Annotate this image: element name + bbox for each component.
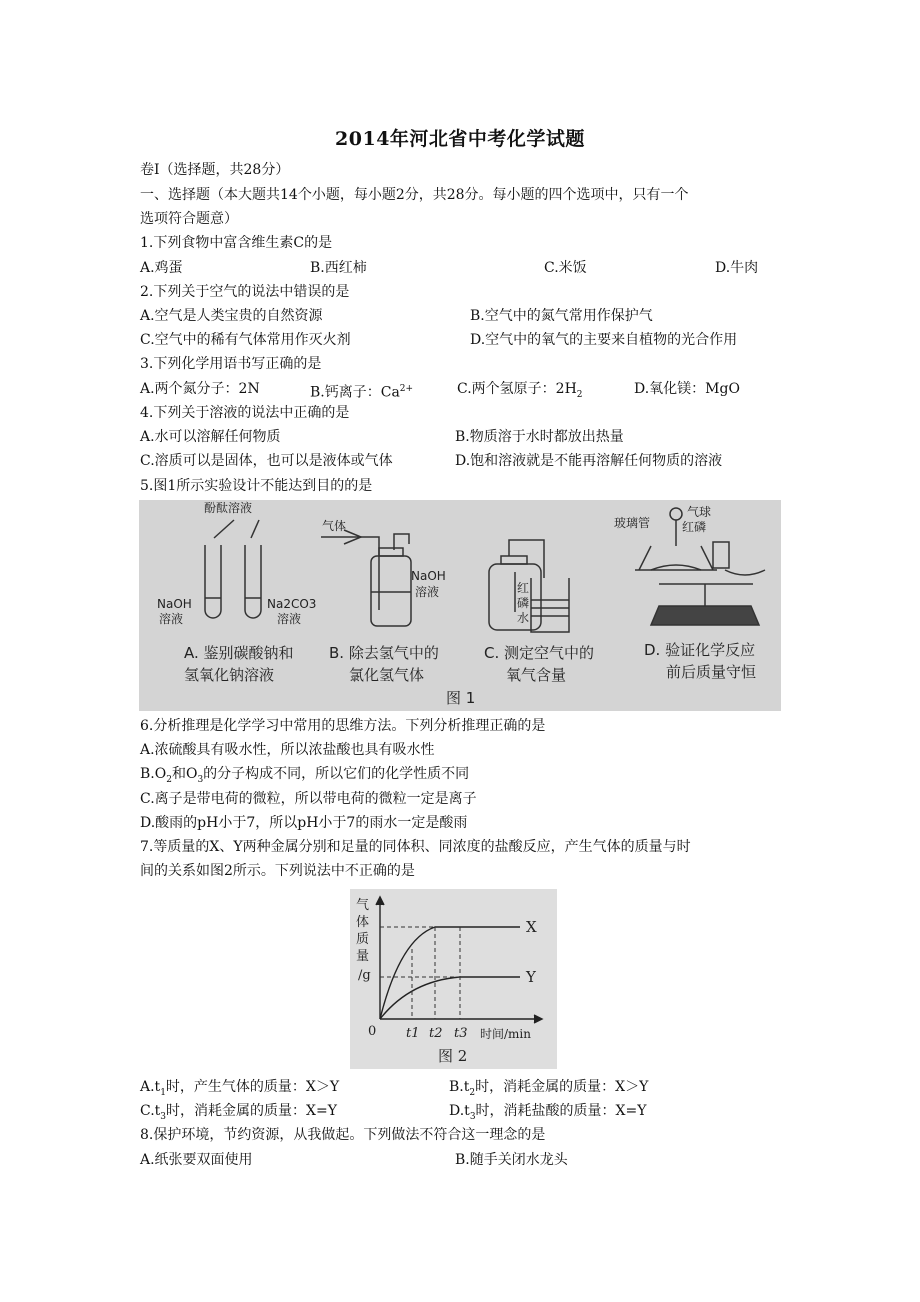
fig1-gas-label: 气体 (322, 519, 347, 533)
figure-2 (350, 889, 557, 1069)
figure-2-chart (350, 889, 557, 1069)
fig1-na2co3-label: Na2CO3 (267, 597, 317, 611)
q1-stem: 1.下列食物中富含维生素C的是 (140, 235, 333, 251)
fig2-origin-label: 0 (368, 1024, 377, 1039)
fig1-water-label: 水 (517, 611, 530, 625)
fig1-caption-c-line1: C. 测定空气中的 (484, 644, 595, 662)
fig2-ylabel-2: 体 (356, 915, 370, 930)
q2-option-b: B.空气中的氮气常用作保护气 (470, 308, 653, 324)
q1-option-b: B.西红柿 (310, 260, 367, 276)
series-x-line (380, 927, 520, 1019)
figure-1-apparatus (139, 500, 781, 711)
q2-option-d: D.空气中的氧气的主要来自植物的光合作用 (470, 332, 738, 348)
fig1-caption-b-line2: 氯化氢气体 (349, 666, 425, 684)
fig2-ylabel-4: 量 (356, 949, 370, 964)
q2-option-a: A.空气是人类宝贵的自然资源 (140, 308, 323, 324)
q1-option-d: D.牛肉 (715, 260, 759, 276)
q8-option-b: B.随手关闭水龙头 (455, 1152, 568, 1168)
q6-option-d: D.酸雨的pH小于7，所以pH小于7的雨水一定是酸雨 (140, 815, 468, 831)
fig2-ylabel-3: 质 (356, 932, 370, 947)
q6-option-c: C.离子是带电荷的微粒，所以带电荷的微粒一定是离子 (140, 791, 477, 807)
q2-option-c: C.空气中的稀有气体常用作灭火剂 (140, 332, 351, 348)
fig1-solution3-label: 溶液 (415, 585, 440, 599)
q7-option-b: $B.t_2$时，消耗金属的质量：X＞Y (449, 1079, 649, 1098)
q1-option-a: A.鸡蛋 (140, 260, 183, 276)
section-heading: 卷Ⅰ（选择题，共28分） (140, 162, 290, 178)
q6-option-b: $B.O_2$和$O_3$的分子构成不同，所以它们的化学性质不同 (140, 766, 470, 785)
fig1-balloon-label: 气球 (687, 505, 712, 519)
fig2-series-y-label: Y (526, 968, 536, 986)
fig1-indicator-label: 酚酞溶液 (204, 501, 253, 515)
q2-stem: 2.下列关于空气的说法中错误的是 (140, 284, 350, 300)
fig1-caption-d-line2: 前后质量守恒 (666, 663, 757, 681)
q6-stem: 6.分析推理是化学学习中常用的思维方法。下列分析推理正确的是 (140, 718, 546, 734)
q5-stem: 5.图1所示实验设计不能达到目的的是 (140, 478, 373, 494)
q6-option-a: A.浓硫酸具有吸水性，所以浓盐酸也具有吸水性 (140, 742, 435, 758)
page-title: 2014年河北省中考化学试题 (335, 128, 585, 150)
fig1-solution1-label: 溶液 (159, 612, 184, 626)
q4-option-a: A.水可以溶解任何物质 (140, 429, 281, 445)
figure-1 (139, 500, 781, 711)
instructions-line2: 选项符合题意） (140, 211, 238, 227)
q3-option-a: A.两个氮分子：2N (140, 381, 260, 397)
fig1-red-p-label: 红磷 (682, 520, 707, 534)
q7-option-d: $D.t_3$时，消耗盐酸的质量：X=Y (449, 1103, 647, 1122)
fig1-caption-a-line1: A. 鉴别碳酸钠和 (184, 644, 294, 662)
q7-stem-line2: 间的关系如图2所示。下列说法中不正确的是 (140, 863, 415, 879)
q4-option-b: B.物质溶于水时都放出热量 (455, 429, 624, 445)
q8-option-a: A.纸张要双面使用 (140, 1152, 253, 1168)
fig2-t1-label: t1 (406, 1026, 420, 1041)
fig2-t2-label: t2 (429, 1026, 443, 1041)
fig1-glass-tube-label: 玻璃管 (614, 516, 651, 530)
fig2-caption: 图 2 (438, 1047, 468, 1065)
q7-stem-line1: 7.等质量的X、Y两种金属分别和足量的同体积、同浓度的盐酸反应，产生气体的质量与时 (140, 839, 691, 855)
q4-option-d: D.饱和溶液就是不能再溶解任何物质的溶液 (455, 453, 723, 469)
q3-stem: 3.下列化学用语书写正确的是 (140, 356, 322, 372)
fig1-solution2-label: 溶液 (277, 612, 302, 626)
q7-option-a: $A.t_1$时，产生气体的质量：X＞Y (140, 1079, 340, 1098)
fig2-series-x-label: X (526, 918, 537, 936)
instructions-line1: 一、选择题（本大题共14个小题，每小题2分，共28分。每小题的四个选项中，只有一个 (140, 187, 689, 203)
fig1-caption-c-line2: 氧气含量 (506, 666, 567, 684)
fig1-red-label: 红 (517, 581, 530, 595)
series-y-line (380, 977, 520, 1019)
q8-stem: 8.保护环境，节约资源，从我做起。下列做法不符合这一理念的是 (140, 1127, 546, 1143)
fig2-t3-label: t3 (454, 1026, 468, 1041)
fig2-ylabel-5: /g (358, 968, 371, 983)
q3-option-b: B.钙离子：$Ca^{2+}$ (310, 384, 414, 401)
q7-option-c: $C.t_3$时，消耗金属的质量：X=Y (140, 1103, 337, 1122)
fig2-ylabel-1: 气 (356, 898, 370, 913)
fig1-caption-d-line1: D. 验证化学反应 (644, 641, 756, 659)
q3-option-c: C.两个氢原子：$2H_2$ (457, 381, 583, 400)
fig2-xlabel: 时间/min (480, 1027, 531, 1041)
fig1-caption-b-line1: B. 除去氢气中的 (329, 644, 439, 662)
fig1-naoh-label: NaOH (157, 597, 192, 611)
q4-stem: 4.下列关于溶液的说法中正确的是 (140, 405, 350, 421)
q1-option-c: C.米饭 (544, 260, 587, 276)
q3-option-d: D.氧化镁：MgO (634, 381, 740, 397)
q4-option-c: C.溶质可以是固体，也可以是液体或气体 (140, 453, 393, 469)
fig1-naoh2-label: NaOH (411, 569, 446, 583)
fig1-phosphorus-label: 磷 (517, 596, 530, 610)
fig1-caption: 图 1 (446, 689, 476, 707)
fig1-caption-a-line2: 氢氧化钠溶液 (184, 666, 275, 684)
